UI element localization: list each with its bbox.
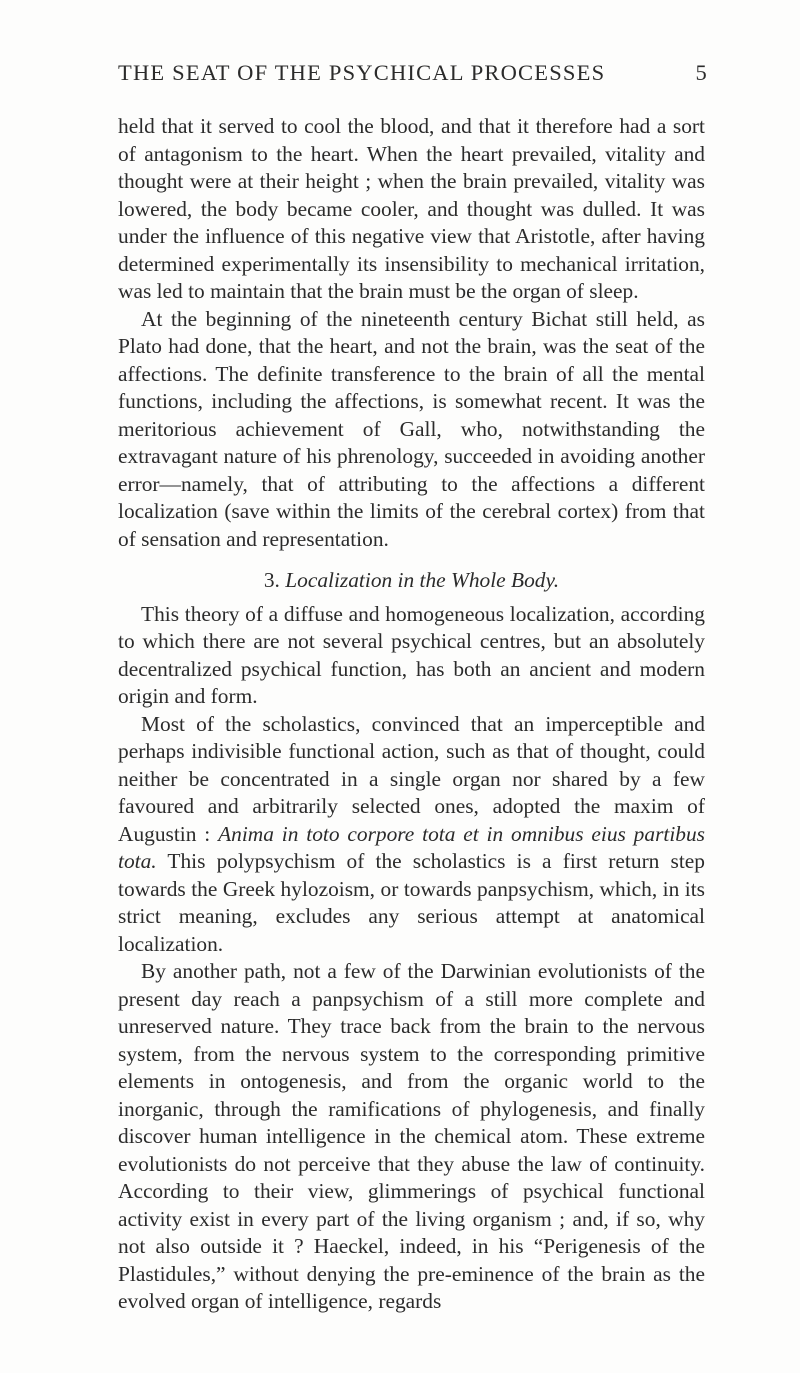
scholastics-text-after: This polypsychism of the scholastics is a first return step towards the Greek hylozoism, or towards panpsychism, which, in its strict meaning, excludes any serious attempt at anatomical localization. — [118, 849, 705, 956]
running-head-title: THE SEAT OF THE PSYCHICAL PROCESSES — [118, 60, 606, 85]
page-number: 5 — [695, 60, 708, 85]
paragraph-bichat: At the beginning of the nineteenth century Bichat still held, as Plato had done, that the heart, and not the brain, was the seat of the affections. The definite transference to the brain of all the mental functions, including the affections, is somewhat recent. It was the meritorious achievement of Gall, who, notwithstanding the extravagant nature of his phrenology, succeeded in avoiding another error—namely, that of attributing to the affections a different localization (save within the limits of the cerebral cortex) from that of sensation and representation. — [118, 306, 705, 551]
section-title: Localization in the Whole Body. — [285, 568, 560, 592]
latin-maxim: Anima in toto corpore tota et in omnibus eius partibus tota. — [118, 821, 705, 873]
paragraph-darwinian: By another path, not a few of the Darwinian evolutionists of the present day reach a panpsychism of a still more complete and unreserved nature. They trace back from the brain to the nervous system, from the nervous system to the corresponding primitive elements in ontogenesis, and from the organic world to the inorganic, through the ramifications of phylogenesis, and finally discover human intelligence in the chemical atom. These extreme evolutionists do not perceive that they abuse the law of continuity. According to their view, glimmerings of psychical functional activity exist in every part of the living organism ; and, if so, why not also outside it ? Haeckel, indeed, in his “Perigenesis of the Plastidules,” without denying the pre-eminence of the brain as the evolved organ of intelligence, regards — [118, 959, 705, 1313]
paragraph-theory: This theory of a diffuse and homogeneous localization, according to which there are not several psychical centres, but an absolutely decentralized psychical function, has both an ancient and modern origin and form. — [118, 601, 705, 708]
scholastics-text-before: Most of the scholastics, convinced that an imperceptible and perhaps indivisible functional action, such as that of thought, could neither be concentrated in a single organ nor shared by a few favoured and arbitrarily selected ones, adopted the maxim of Augustin : — [118, 711, 705, 846]
paragraph-continuation: held that it served to cool the blood, and that it therefore had a sort of antagonism to the heart. When the heart prevailed, vitality and thought were at their height ; when the brain prevailed, vitality was lowered, the body became cooler, and thought was dulled. It was under the influence of this negative view that Aristotle, after having determined experimentally its insensibility to mechanical irritation, was led to maintain that the brain must be the organ of sleep. — [118, 114, 705, 303]
section-number: 3. — [263, 568, 280, 592]
body-text — [118, 113, 705, 1316]
section-heading — [118, 567, 705, 595]
running-head — [118, 60, 708, 90]
paragraph-scholastics — [118, 711, 705, 959]
